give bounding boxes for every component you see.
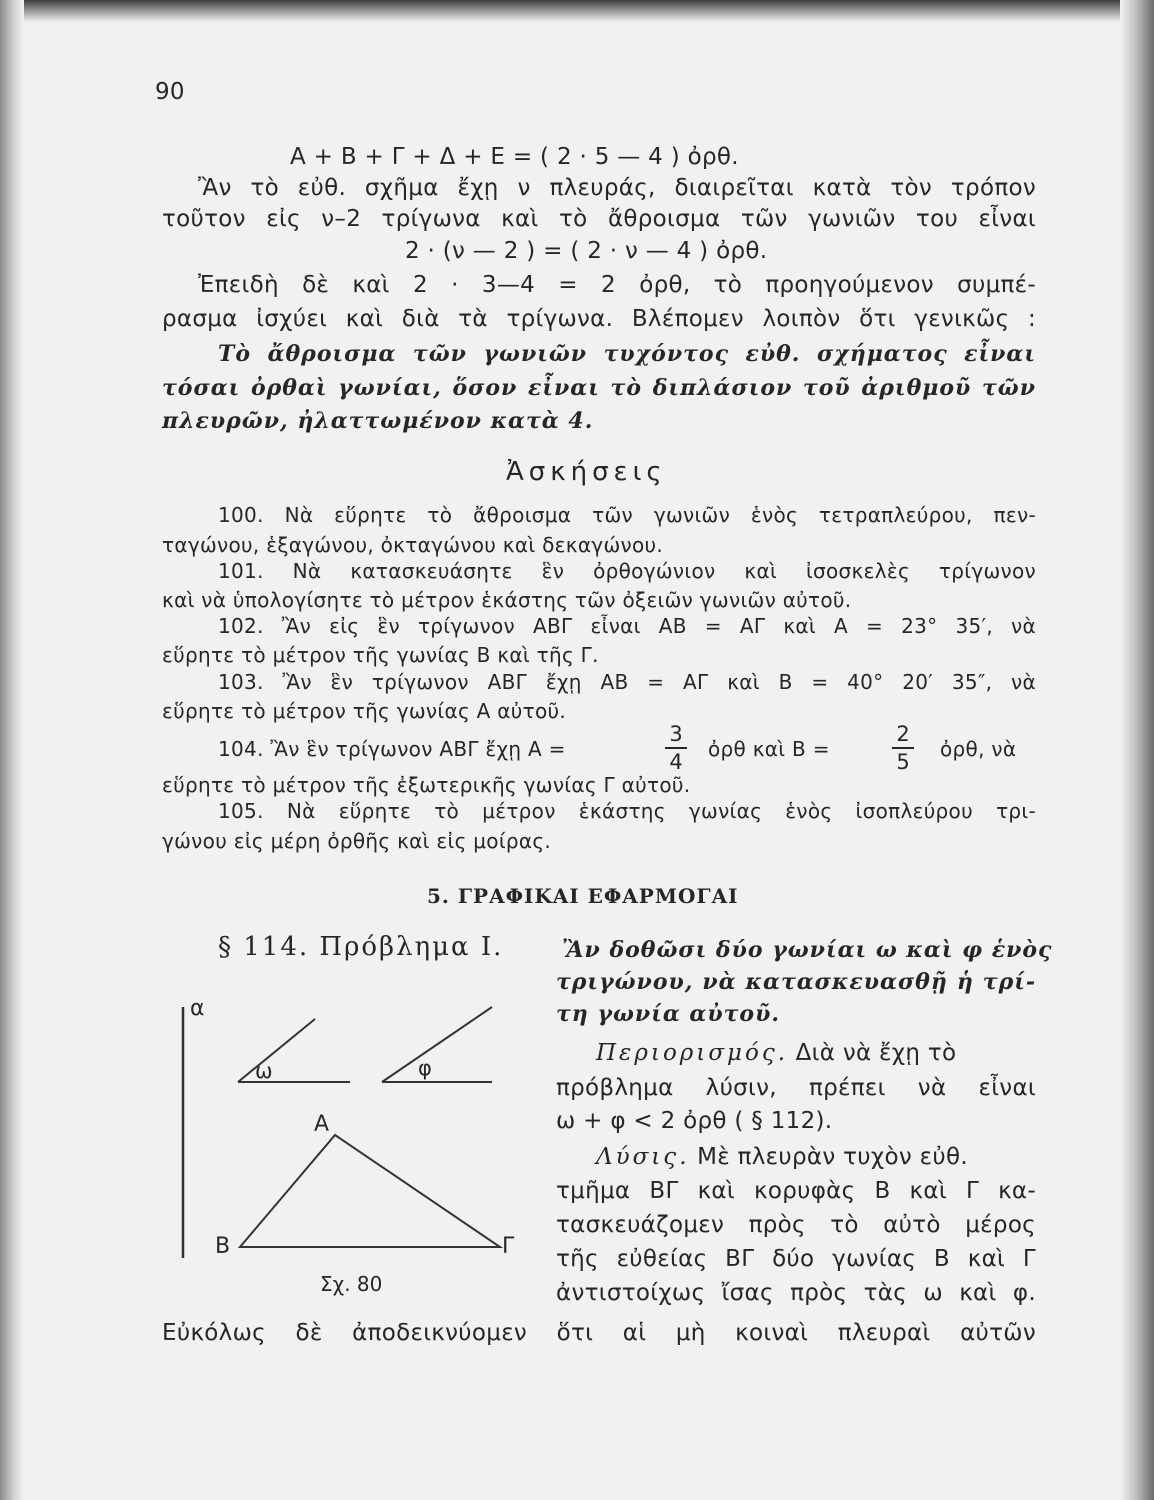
section-heading: 5. ΓΡΑΦΙΚΑΙ ΕΦΑΡΜΟΓΑΙ bbox=[427, 884, 739, 908]
theorem-line: τόσαι ὀρθαὶ γωνίαι, ὅσον εἶναι τὸ διπλάσιον τοῦ ἀριθμοῦ τῶν bbox=[162, 375, 1036, 401]
exercise-102: 102. Ἂν εἰς ἓν τρίγωνον ΑΒΓ εἶναι ΑΒ = ΑΓ καὶ Α = 23° 35′, νὰ bbox=[218, 614, 1036, 638]
figure-caption: Σχ. 80 bbox=[320, 1272, 383, 1296]
exercise-104-cont: εὕρητε τὸ μέτρον τῆς ἐξωτερικῆς γωνίας Γ αὐτοῦ. bbox=[162, 773, 691, 797]
label-alpha: α bbox=[190, 996, 205, 1021]
problem-statement: τριγώνου, νὰ κατασκευασθῇ ἡ τρί- bbox=[556, 969, 1036, 995]
angle-phi-side bbox=[382, 1007, 492, 1082]
exercise-100: 100. Νὰ εὕρητε τὸ ἄθροισμα τῶν γωνιῶν ἑνὸς τετραπλεύρου, πεν- bbox=[218, 503, 1036, 527]
triangle-abg bbox=[240, 1135, 500, 1247]
solution-line: ἀντιστοίχως ἴσας πρὸς τὰς ω καὶ φ. bbox=[556, 1280, 1036, 1306]
fraction-bar bbox=[665, 747, 687, 749]
exercises-heading: Ἀσκήσεις bbox=[506, 457, 667, 487]
paragraph-line: τοῦτον εἰς ν–2 τρίγωνα καὶ τὸ ἄθροισμα τῶν γωνιῶν του εἶναι bbox=[162, 206, 1036, 232]
exercise-104-mid: ὀρθ καὶ Β = bbox=[708, 737, 830, 761]
exercise-101: 101. Νὰ κατασκευάσητε ἓν ὀρθογώνιον καὶ ἰσοσκελὲς τρίγωνον bbox=[218, 559, 1036, 583]
formula-sum-pentagon: Α + Β + Γ + Δ + Ε = ( 2 · 5 — 4 ) ὀρθ. bbox=[290, 144, 739, 170]
problem-label: § 114. Πρόβλημα Ι. bbox=[218, 932, 504, 962]
label-G: Γ bbox=[502, 1234, 515, 1259]
scan-shadow-left bbox=[0, 0, 24, 1500]
solution-text: Μὲ πλευρὰν τυχὸν εὐθ. bbox=[697, 1144, 968, 1170]
solution-label: Λύσις. bbox=[596, 1144, 690, 1170]
paragraph-line: Ἂν τὸ εὐθ. σχῆμα ἔχῃ ν πλευράς, διαιρεῖται κατὰ τὸν τρόπον bbox=[198, 175, 1036, 201]
paragraph-line: Ἐπειδὴ δὲ καὶ 2 · 3—4 = 2 ὀρθ, τὸ προηγούμενον συμπέ- bbox=[198, 272, 1036, 298]
exercise-103: 103. Ἂν ἓν τρίγωνον ΑΒΓ ἔχῃ ΑΒ = ΑΓ καὶ Β = 40° 20′ 35″, νὰ bbox=[218, 670, 1036, 694]
label-phi: φ bbox=[418, 1056, 432, 1080]
label-B: Β bbox=[215, 1234, 231, 1259]
exercise-105-cont: γώνου εἰς μέρη ὀρθῆς καὶ εἰς μοίρας. bbox=[162, 829, 552, 853]
fraction-three-quarters bbox=[665, 722, 687, 774]
fraction-bar bbox=[892, 747, 914, 749]
fraction-numerator: 3 bbox=[669, 722, 683, 746]
label-A: Α bbox=[314, 1112, 330, 1137]
problem-statement: Ἂν δοθῶσι δύο γωνίαι ω καὶ φ ἑνὸς bbox=[562, 937, 1053, 963]
restriction-formula: ω + φ < 2 ὀρθ ( § 112). bbox=[556, 1108, 833, 1134]
exercise-104: 104. Ἂν ἓν τρίγωνον ΑΒΓ ἔχῃ Α = bbox=[218, 737, 566, 761]
paragraph-line: ρασμα ἰσχύει καὶ διὰ τὰ τρίγωνα. Βλέπομεν λοιπὸν ὅτι γενικῶς : bbox=[162, 306, 1036, 332]
solution-line bbox=[596, 1142, 1036, 1172]
formula-general: 2 · (ν — 2 ) = ( 2 · ν — 4 ) ὀρθ. bbox=[405, 238, 768, 264]
fraction-denominator: 5 bbox=[896, 750, 910, 774]
exercise-103-cont: εὕρητε τὸ μέτρον τῆς γωνίας Α αὐτοῦ. bbox=[162, 699, 567, 723]
theorem-line: Τὸ ἄθροισμα τῶν γωνιῶν τυχόντος εὐθ. σχήματος εἶναι bbox=[218, 341, 1036, 367]
exercise-104-end: ὀρθ, νὰ bbox=[940, 737, 1017, 761]
scan-shadow-top bbox=[0, 0, 1154, 22]
theorem-line: πλευρῶν, ἠλαττωμένον κατὰ 4. bbox=[162, 408, 594, 434]
page-number: 90 bbox=[155, 79, 185, 105]
solution-line: τμῆμα ΒΓ καὶ κορυφὰς Β καὶ Γ κα- bbox=[556, 1178, 1036, 1204]
solution-line: τασκευάζομεν πρὸς τὸ αὐτὸ μέρος bbox=[556, 1212, 1036, 1238]
exercise-101-cont: καὶ νὰ ὑπολογίσητε τὸ μέτρον ἑκάστης τῶν ὀξειῶν γωνιῶν αὐτοῦ. bbox=[162, 588, 852, 612]
fraction-two-fifths bbox=[892, 722, 914, 774]
fraction-numerator: 2 bbox=[896, 722, 910, 746]
restriction-line bbox=[596, 1038, 1036, 1068]
exercise-102-cont: εὕρητε τὸ μέτρον τῆς γωνίας Β καὶ τῆς Γ. bbox=[162, 643, 599, 667]
fraction-denominator: 4 bbox=[669, 750, 683, 774]
restriction-text: Διὰ νὰ ἔχῃ τὸ bbox=[795, 1040, 957, 1066]
exercise-105: 105. Νὰ εὕρητε τὸ μέτρον ἑκάστης γωνίας ἑνὸς ἰσοπλεύρου τρι- bbox=[218, 799, 1036, 823]
exercise-100-cont: ταγώνου, ἑξαγώνου, ὀκταγώνου καὶ δεκαγώνου. bbox=[162, 533, 664, 557]
angle-omega-side bbox=[238, 1019, 315, 1082]
paragraph-line: Εὐκόλως δὲ ἀποδεικνύομεν ὅτι αἱ μὴ κοιναὶ πλευραὶ αὐτῶν bbox=[162, 1320, 1036, 1346]
label-omega: ω bbox=[255, 1059, 273, 1083]
restriction-label: Περιορισμός. bbox=[596, 1040, 789, 1066]
restriction-line: πρόβλημα λύσιν, πρέπει νὰ εἶναι bbox=[556, 1075, 1036, 1101]
problem-statement: τη γωνία αὐτοῦ. bbox=[556, 1001, 781, 1027]
solution-line: τῆς εὐθείας ΒΓ δύο γωνίας Β καὶ Γ bbox=[556, 1246, 1036, 1272]
scan-shadow-right bbox=[1120, 0, 1154, 1500]
figure-80 bbox=[160, 985, 540, 1305]
